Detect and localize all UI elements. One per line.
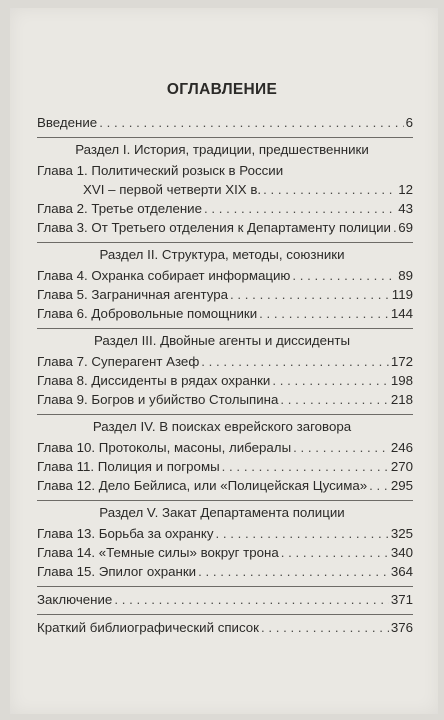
section-title: Раздел I. История, традиции, предшественники: [75, 142, 369, 157]
leader-dots: [215, 525, 388, 543]
entry-title: Глава 6. Добровольные помощники: [37, 306, 258, 321]
toc-entry: [37, 353, 413, 371]
entry-page: 144: [390, 306, 413, 321]
entry-title: Глава 7. Суперагент Азеф: [37, 354, 200, 369]
entry-title: Краткий библиографический список: [37, 620, 259, 635]
toc-entry: [37, 391, 413, 409]
toc-entry: [37, 286, 413, 304]
leader-dots: [259, 305, 389, 323]
entry-title: Глава 14. «Темные силы» вокруг трона: [37, 545, 279, 560]
entry-page: 218: [390, 392, 413, 407]
leader-dots: [114, 591, 388, 609]
entry-title: Введение: [37, 115, 98, 130]
entry-title: Глава 9. Богров и убийство Столыпина: [37, 392, 279, 407]
entry-page: 270: [390, 459, 413, 474]
entry-page: 119: [391, 287, 413, 302]
toc-entry: [37, 439, 413, 457]
toc-entry: [37, 305, 413, 323]
leader-dots: [201, 353, 389, 371]
entry-page: 246: [390, 440, 413, 455]
entry-page: 89: [398, 268, 413, 283]
entry-page: 12: [398, 182, 413, 197]
toc-entry: [37, 563, 413, 581]
divider: [37, 137, 413, 138]
leader-dots: [292, 267, 396, 285]
divider: [37, 328, 413, 329]
entry-title: Глава 3. От Третьего отделения к Департаменту полиции: [37, 220, 391, 235]
entry-title: Заключение: [37, 592, 113, 607]
entry-title: Глава 13. Борьба за охранку: [37, 526, 214, 541]
entry-page: 69: [398, 220, 413, 235]
toc-entry: [37, 525, 413, 543]
toc-entry: [37, 458, 413, 476]
divider: [37, 414, 413, 415]
leader-dots: [222, 458, 389, 476]
toc-entry: [37, 544, 413, 562]
entry-title: Глава 12. Дело Бейлиса, или «Полицейская Цусима»: [37, 478, 368, 493]
entry-page: 340: [390, 545, 413, 560]
toc-entry-intro: [37, 114, 413, 132]
leader-dots: [263, 181, 396, 199]
entry-page: 198: [390, 373, 413, 388]
section-title: Раздел III. Двойные агенты и диссиденты: [93, 333, 351, 348]
entry-page: 43: [398, 201, 413, 216]
toc-entry-line: Глава 1. Политический розыск в России: [37, 163, 284, 178]
divider: [37, 242, 413, 243]
divider: [37, 586, 413, 587]
leader-dots: [369, 477, 389, 495]
toc-entry-conclusion: [37, 591, 413, 609]
divider: [37, 500, 413, 501]
leader-dots: [272, 372, 388, 390]
leader-dots: [230, 286, 390, 304]
entry-page: 376: [390, 620, 413, 635]
section-title: Раздел IV. В поисках еврейского заговора: [92, 419, 352, 434]
entry-page: 6: [405, 115, 413, 130]
toc-entry: [37, 372, 413, 390]
toc-entry: [37, 219, 413, 237]
leader-dots: [393, 219, 396, 237]
toc-entry: [37, 200, 413, 218]
leader-dots: [99, 114, 403, 132]
entry-title: Глава 15. Эпилог охранки: [37, 564, 197, 579]
toc-entry: [37, 267, 413, 285]
divider: [37, 614, 413, 615]
section-title: Раздел V. Закат Департамента полиции: [99, 505, 345, 520]
leader-dots: [280, 391, 388, 409]
toc-entry: [83, 181, 413, 199]
entry-title: Глава 2. Третье отделение: [37, 201, 203, 216]
section-title: Раздел II. Структура, методы, союзники: [99, 247, 345, 262]
entry-page: 295: [390, 478, 413, 493]
leader-dots: [293, 439, 389, 457]
entry-page: 172: [390, 354, 413, 369]
entry-title: Глава 4. Охранка собирает информацию: [37, 268, 291, 283]
toc-entry: [37, 477, 413, 495]
leader-dots: [204, 200, 396, 218]
leader-dots: [281, 544, 389, 562]
entry-title: Глава 11. Полиция и погромы: [37, 459, 220, 474]
entry-title: Глава 10. Протоколы, масоны, либералы: [37, 440, 292, 455]
leader-dots: [261, 619, 389, 637]
entry-title: XVI – первой четверти XIX в.: [83, 182, 262, 197]
entry-title: Глава 5. Заграничная агентура: [37, 287, 229, 302]
leader-dots: [198, 563, 389, 581]
entry-page: 371: [390, 592, 413, 607]
entry-title: Глава 8. Диссиденты в рядах охранки: [37, 373, 271, 388]
toc-title: ОГЛАВЛЕНИЕ: [166, 81, 278, 98]
entry-page: 325: [390, 526, 413, 541]
entry-page: 364: [390, 564, 413, 579]
toc-entry-bibliography: [37, 619, 413, 637]
